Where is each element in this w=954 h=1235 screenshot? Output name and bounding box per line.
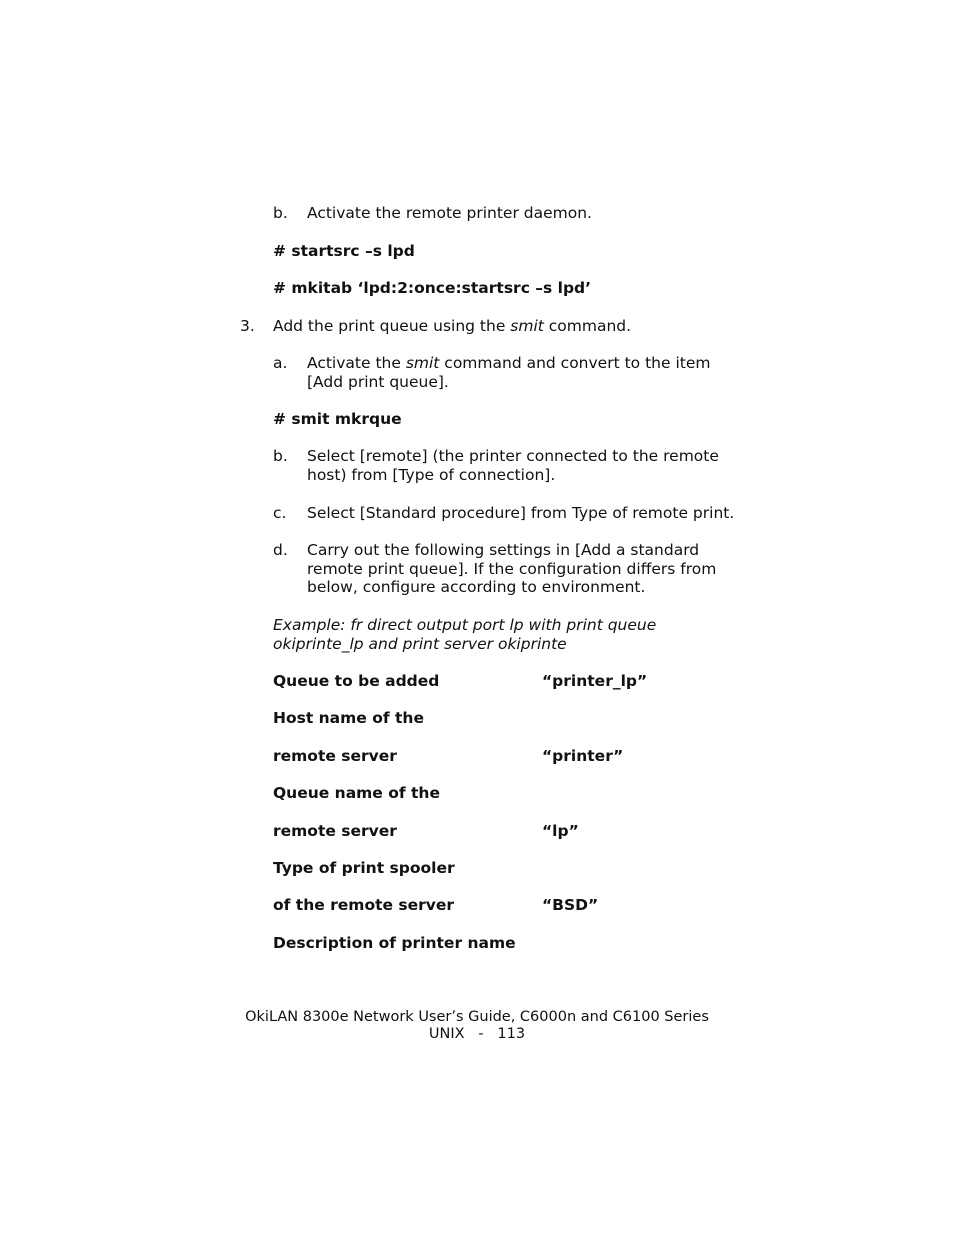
example-text: okiprinte_lp and print server okiprinte <box>273 635 567 653</box>
footer-page-number: UNIX - 113 <box>428 1026 526 1042</box>
list-marker: 3. <box>240 317 255 335</box>
step-text: remote print queue]. If the configuration differs from <box>307 560 717 578</box>
setting-label: remote server <box>273 822 397 840</box>
list-marker: b. <box>273 204 288 222</box>
setting-label: remote server <box>273 747 397 765</box>
list-marker: b. <box>273 447 288 465</box>
step-text: Select [Standard procedure] from Type of remote print. <box>307 504 735 522</box>
setting-label: Queue to be added <box>273 672 440 690</box>
list-marker: d. <box>273 541 288 559</box>
setting-value: “BSD” <box>542 896 599 914</box>
step-text: Activate the smit command and convert to the item <box>307 354 711 372</box>
setting-value: “printer_lp” <box>542 672 648 690</box>
setting-label: of the remote server <box>273 896 455 914</box>
step-text: [Add print queue]. <box>307 373 449 391</box>
setting-value: “printer” <box>542 747 624 765</box>
command-smit: # smit mkrque <box>273 410 402 428</box>
footer-title: OkiLAN 8300e Network User’s Guide, C6000n and C6100 Series <box>245 1009 709 1025</box>
setting-label: Queue name of the <box>273 784 440 802</box>
setting-label: Type of print spooler <box>273 859 455 877</box>
step-text: Select [remote] (the printer connected to the remote <box>307 447 719 465</box>
list-marker: a. <box>273 354 288 372</box>
setting-label: Host name of the <box>273 709 424 727</box>
step-text: host) from [Type of connection]. <box>307 466 556 484</box>
command-startsrc: # startsrc –s lpd <box>273 242 415 260</box>
list-marker: c. <box>273 504 287 522</box>
setting-label: Description of printer name <box>273 934 516 952</box>
step-text: below, configure according to environment. <box>307 578 646 596</box>
step-text: Add the print queue using the smit command. <box>273 317 632 335</box>
step-text: Activate the remote printer daemon. <box>307 204 592 222</box>
command-mkitab: # mkitab ‘lpd:2:once:startsrc –s lpd’ <box>273 279 592 297</box>
setting-value: “lp” <box>542 822 579 840</box>
step-text: Carry out the following settings in [Add a standard <box>307 541 700 559</box>
example-text: Example: fr direct output port lp with print queue <box>273 616 657 634</box>
